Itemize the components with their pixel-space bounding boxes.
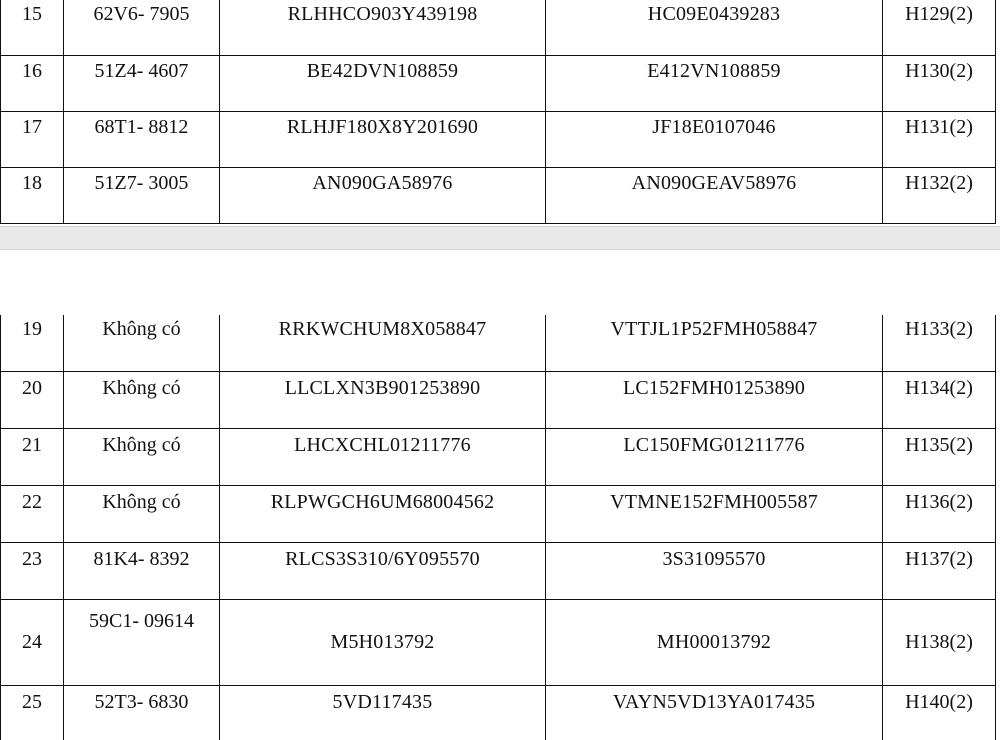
engine-number: LC150FMG01211776 [546, 428, 883, 485]
table-row [1, 599, 996, 685]
chassis-number: AN090GA58976 [220, 167, 546, 223]
vehicle-table-top [0, 0, 996, 224]
engine-number: VTTJL1P52FMH058847 [546, 315, 883, 371]
table-row [1, 315, 996, 371]
engine-number: MH00013792 [546, 599, 883, 685]
page-section-top [0, 0, 1000, 226]
reference-code: H131(2) [883, 111, 996, 167]
chassis-number: LHCXCHL01211776 [220, 428, 546, 485]
row-number: 18 [1, 167, 64, 223]
reference-code: H129(2) [883, 0, 996, 55]
plate-number-text: 59C1- 09614 [89, 609, 194, 632]
plate-number [64, 167, 220, 223]
chassis-number: RLHJF180X8Y201690 [220, 111, 546, 167]
page-break-gap [0, 226, 1000, 250]
plate-number-text: 52T3- 6830 [94, 690, 189, 713]
row-number: 22 [1, 485, 64, 542]
plate-number-text: Không có [102, 376, 181, 399]
engine-number: VAYN5VD13YA017435 [546, 685, 883, 740]
row-number: 16 [1, 55, 64, 111]
table-bottom-wrapper [0, 315, 1000, 740]
plate-number [64, 371, 220, 428]
engine-number: JF18E0107046 [546, 111, 883, 167]
chassis-number: BE42DVN108859 [220, 55, 546, 111]
table-row [1, 428, 996, 485]
table-row [1, 485, 996, 542]
plate-number-text: 81K4- 8392 [93, 547, 190, 570]
chassis-number: RLPWGCH6UM68004562 [220, 485, 546, 542]
table-row [1, 542, 996, 599]
engine-number: VTMNE152FMH005587 [546, 485, 883, 542]
reference-code: H133(2) [883, 315, 996, 371]
row-number: 23 [1, 542, 64, 599]
reference-code: H130(2) [883, 55, 996, 111]
engine-number: 3S31095570 [546, 542, 883, 599]
reference-code: H132(2) [883, 167, 996, 223]
row-number: 15 [1, 0, 64, 55]
engine-number: AN090GEAV58976 [546, 167, 883, 223]
row-number: 17 [1, 111, 64, 167]
reference-code: H138(2) [883, 599, 996, 685]
plate-number-text: 51Z7- 3005 [94, 171, 189, 194]
reference-code: H134(2) [883, 371, 996, 428]
plate-number-text: Không có [102, 433, 181, 456]
vehicle-table-bottom [0, 315, 996, 740]
plate-number-text: Không có [102, 490, 181, 513]
plate-number-text: Không có [102, 318, 181, 340]
plate-number [64, 685, 220, 740]
table-row [1, 111, 996, 167]
row-number: 19 [1, 315, 64, 371]
chassis-number: RLCS3S310/6Y095570 [220, 542, 546, 599]
engine-number: HC09E0439283 [546, 0, 883, 55]
row-number: 25 [1, 685, 64, 740]
reference-code: H136(2) [883, 485, 996, 542]
chassis-number: 5VD117435 [220, 685, 546, 740]
engine-number: E412VN108859 [546, 55, 883, 111]
table-row [1, 55, 996, 111]
plate-number [64, 542, 220, 599]
row-number: 21 [1, 428, 64, 485]
chassis-number: LLCLXN3B901253890 [220, 371, 546, 428]
chassis-number: RLHHCO903Y439198 [220, 0, 546, 55]
plate-number [64, 599, 220, 685]
plate-number [64, 428, 220, 485]
chassis-number: RRKWCHUM8X058847 [220, 315, 546, 371]
row-number: 24 [1, 599, 64, 685]
table-top-wrapper [0, 0, 1000, 224]
row-number: 20 [1, 371, 64, 428]
reference-code: H140(2) [883, 685, 996, 740]
chassis-number: M5H013792 [220, 599, 546, 685]
table-row [1, 685, 996, 740]
plate-number [64, 315, 220, 371]
plate-number [64, 111, 220, 167]
plate-number-text: 68T1- 8812 [94, 115, 189, 138]
table-row [1, 371, 996, 428]
reference-code: H137(2) [883, 542, 996, 599]
reference-code: H135(2) [883, 428, 996, 485]
engine-number: LC152FMH01253890 [546, 371, 883, 428]
plate-number [64, 485, 220, 542]
plate-number-text: 62V6- 7905 [93, 3, 190, 25]
table-row [1, 0, 996, 55]
table-row [1, 167, 996, 223]
plate-number [64, 0, 220, 55]
plate-number-text: 51Z4- 4607 [94, 59, 189, 82]
plate-number [64, 55, 220, 111]
